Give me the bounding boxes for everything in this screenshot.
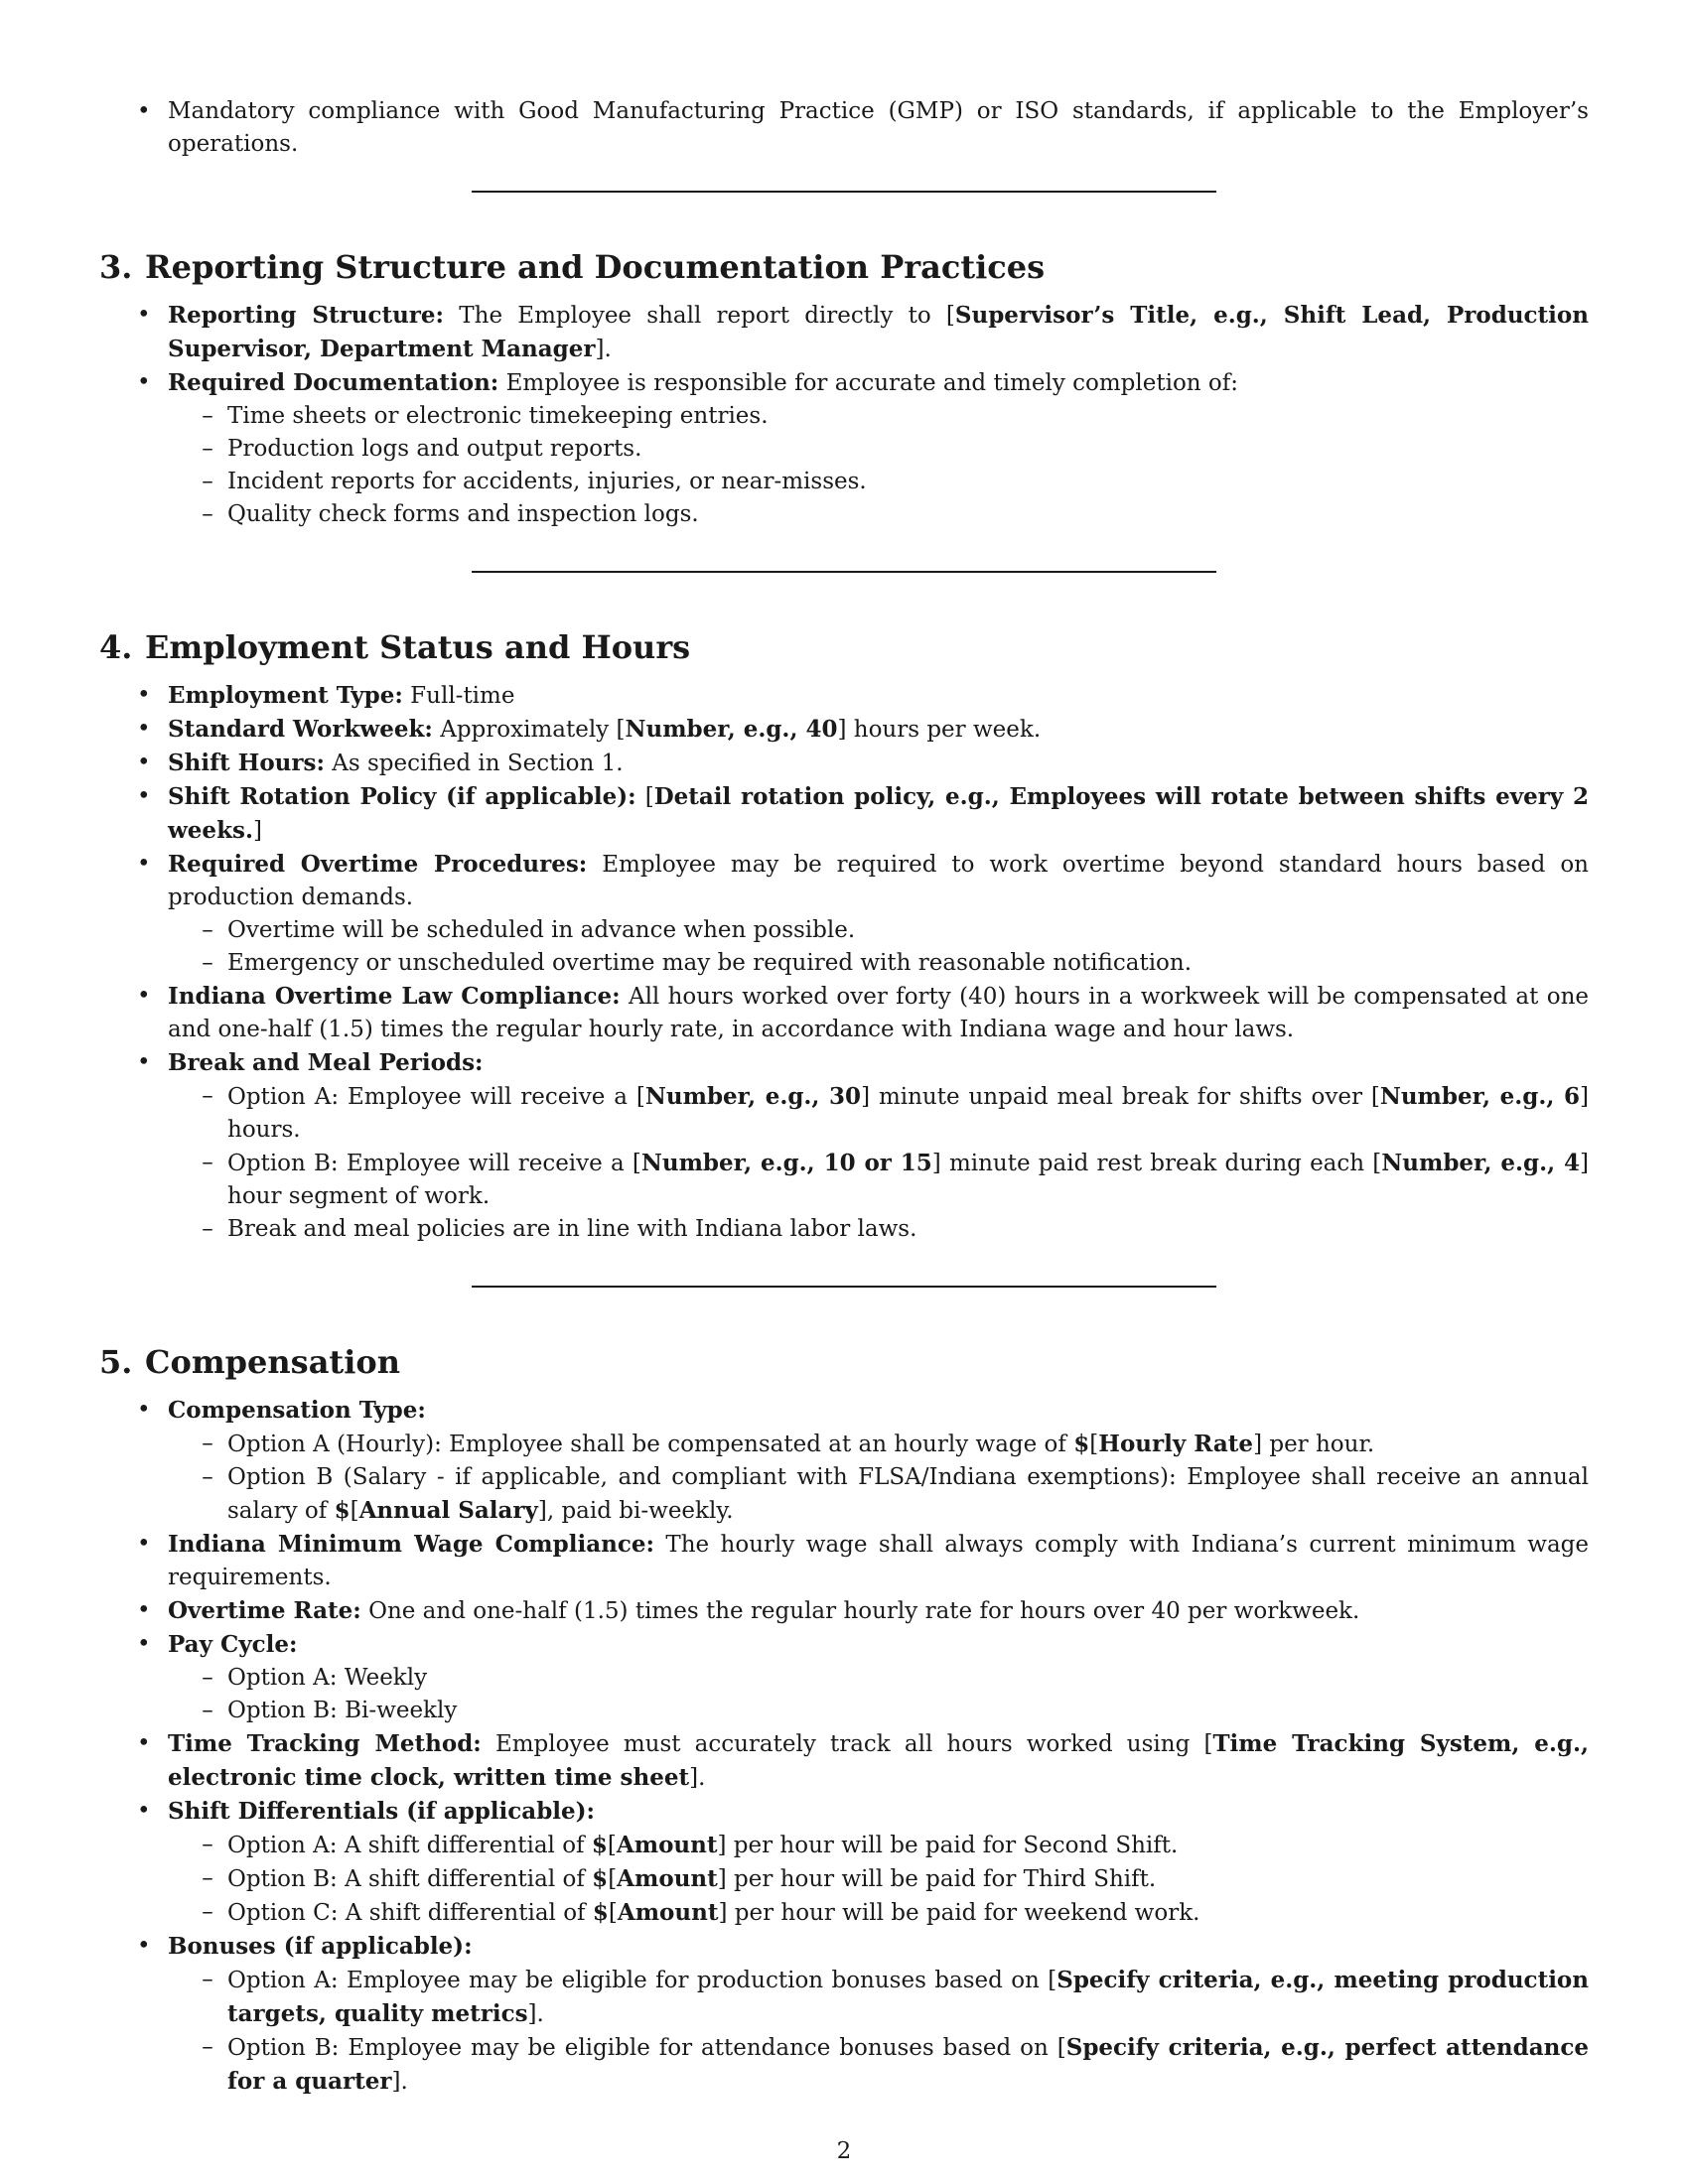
dash-icon: – — [202, 1083, 213, 1109]
bullet-icon: • — [137, 851, 151, 877]
bullet-icon: • — [137, 369, 151, 395]
sublist-item: – Option C: A shift differential of $[Amount] per hour will be paid for weekend work. — [168, 1896, 1589, 1930]
compensation-type-sublist — [168, 1428, 1589, 1528]
sublist-item: – Emergency or unscheduled overtime may be required with reasonable notification. — [168, 947, 1589, 980]
sublist-item: – Option B: A shift differential of $[Amount] per hour will be paid for Third Shift. — [168, 1862, 1589, 1896]
bullet-icon: • — [137, 1631, 151, 1657]
gmp-list — [99, 95, 1589, 161]
list-item: • Time Tracking Method: Employee must accurately track all hours worked using [Time Tracking System, e.g., electronic time clock, written time sheet]. — [99, 1727, 1589, 1795]
bullet-icon: • — [137, 1397, 151, 1423]
dash-icon: – — [202, 501, 213, 527]
list-item: • Break and Meal Periods: – Option A: Employee will receive a [Number, e.g., 30] minute unpaid meal break for shifts over [Number, e.g., 6] hours. – Option B: Employee will receive a [Number, e.g., 10 or 15] minute paid rest break during each [Number, e.g., 4] hour segment of work. – Break and meal policies are in line with Indiana labor laws. — [99, 1046, 1589, 1246]
list-item: • Reporting Structure: The Employee shall report directly to [Supervisor’s Title, e.g., Shift Lead, Production Supervisor, Department Manager]. — [99, 299, 1589, 366]
bullet-icon: • — [137, 1933, 151, 1959]
sublist-item: – Production logs and output reports. — [168, 433, 1589, 466]
overtime-sublist — [168, 914, 1589, 980]
sublist-item: – Option A: Weekly — [168, 1662, 1589, 1695]
dash-icon: – — [202, 1899, 213, 1925]
dash-icon: – — [202, 2034, 213, 2060]
sublist-item: – Option A: A shift differential of $[Amount] per hour will be paid for Second Shift. — [168, 1829, 1589, 1862]
section-divider — [472, 571, 1216, 573]
documentation-sublist — [168, 400, 1589, 531]
dash-icon: – — [202, 1832, 213, 1857]
bullet-icon: • — [137, 716, 151, 742]
pay-cycle-sublist — [168, 1662, 1589, 1727]
sublist-item: – Quality check forms and inspection logs. — [168, 498, 1589, 531]
sublist-item: – Option B: Employee will receive a [Number, e.g., 10 or 15] minute paid rest break during each [Number, e.g., 4] hour segment of work. — [168, 1147, 1589, 1213]
dash-icon: – — [202, 436, 213, 462]
bullet-icon: • — [137, 1597, 151, 1623]
section-heading-3: 3. Reporting Structure and Documentation Practices — [99, 248, 1046, 286]
bullet-icon: • — [137, 1730, 151, 1756]
bullet-icon: • — [137, 98, 151, 124]
dash-icon: – — [202, 1431, 213, 1456]
list-item: • Mandatory compliance with Good Manufacturing Practice (GMP) or ISO standards, if applicable to the Employer’s operations. — [99, 95, 1589, 161]
sublist-item: – Break and meal policies are in line with Indiana labor laws. — [168, 1213, 1589, 1246]
list-item: • Required Overtime Procedures: Employee may be required to work overtime beyond standard hours based on production demands. – Overtime will be scheduled in advance when possible. – Emergency or unscheduled overtime may be required with reasonable notification. — [99, 848, 1589, 980]
bonuses-sublist — [168, 1964, 1589, 2099]
dash-icon: – — [202, 1216, 213, 1242]
sublist-item: – Time sheets or electronic timekeeping entries. — [168, 400, 1589, 433]
section-heading-4: 4. Employment Status and Hours — [99, 628, 691, 666]
section-3-list — [99, 299, 1589, 531]
bullet-icon: • — [137, 302, 151, 328]
dash-icon: – — [202, 1665, 213, 1691]
dash-icon: – — [202, 1698, 213, 1723]
list-item: • Shift Differentials (if applicable): – Option A: A shift differential of $[Amount] per hour will be paid for Second Shift. – Option B: A shift differential of $[Amount] per hour will be paid for Third Shift. – Option C: A shift differential of $[Amount] per hour will be paid for weekend work. — [99, 1795, 1589, 1930]
section-heading-5: 5. Compensation — [99, 1343, 400, 1381]
dash-icon: – — [202, 469, 213, 494]
sublist-item: – Incident reports for accidents, injuries, or near-misses. — [168, 466, 1589, 498]
list-item: • Employment Type: Full-time — [99, 679, 1589, 713]
list-item: • Compensation Type: – Option A (Hourly): Employee shall be compensated at an hourly wage of $[Hourly Rate] per hour. – Option B (Salary - if applicable, and compliant with FLSA/Indiana exemptions): Employee shall receive an annual salary of $[Annual Salary], paid bi-weekly. — [99, 1394, 1589, 1528]
dash-icon: – — [202, 950, 213, 976]
sublist-item: – Overtime will be scheduled in advance when possible. — [168, 914, 1589, 947]
list-item: • Standard Workweek: Approximately [Number, e.g., 40] hours per week. — [99, 713, 1589, 747]
bullet-icon: • — [137, 682, 151, 708]
break-sublist — [168, 1080, 1589, 1246]
document-page — [99, 95, 1589, 2099]
section-4-list — [99, 679, 1589, 1246]
section-5-list — [99, 1394, 1589, 2099]
list-item: • Shift Rotation Policy (if applicable): [Detail rotation policy, e.g., Employees will rotate between shifts every 2 weeks.] — [99, 780, 1589, 848]
sublist-item: – Option A (Hourly): Employee shall be compensated at an hourly wage of $[Hourly Rate] per hour. — [168, 1428, 1589, 1461]
list-item: • Pay Cycle: – Option A: Weekly – Option B: Bi-weekly — [99, 1628, 1589, 1727]
list-item: • Required Documentation: Employee is responsible for accurate and timely completion of: – Time sheets or electronic timekeeping entries. – Production logs and output reports. – Incident reports for accidents, injuries, or near-misses. – Quality check forms and inspection logs. — [99, 366, 1589, 531]
list-item: • Shift Hours: As specified in Section 1. — [99, 747, 1589, 780]
bullet-icon: • — [137, 1049, 151, 1075]
bullet-icon: • — [137, 1798, 151, 1824]
sublist-item: – Option A: Employee will receive a [Number, e.g., 30] minute unpaid meal break for shifts over [Number, e.g., 6] hours. — [168, 1080, 1589, 1147]
bullet-icon: • — [137, 783, 151, 809]
dash-icon: – — [202, 1865, 213, 1891]
sublist-item: – Option B (Salary - if applicable, and compliant with FLSA/Indiana exemptions): Employee shall receive an annual salary of $[Annual Salary], paid bi-weekly. — [168, 1461, 1589, 1528]
list-item: • Bonuses (if applicable): – Option A: Employee may be eligible for production bonuses based on [Specify criteria, e.g., meeting production targets, quality metrics]. – Option B: Employee may be eligible for attendance bonuses based on [Specify criteria, e.g., perfect attendance for a quarter]. — [99, 1930, 1589, 2099]
dash-icon: – — [202, 1967, 213, 1992]
dash-icon: – — [202, 403, 213, 429]
section-divider — [472, 1286, 1216, 1288]
list-item: • Overtime Rate: One and one-half (1.5) times the regular hourly rate for hours over 40 per workweek. — [99, 1594, 1589, 1628]
page-number: 2 — [836, 2138, 852, 2164]
dash-icon: – — [202, 917, 213, 943]
section-divider — [472, 191, 1216, 193]
shift-differential-sublist — [168, 1829, 1589, 1930]
bullet-icon: • — [137, 750, 151, 775]
dash-icon: – — [202, 1464, 213, 1490]
list-item: • Indiana Overtime Law Compliance: All hours worked over forty (40) hours in a workweek will be compensated at one and one-half (1.5) times the regular hourly rate, in accordance with Indiana wage and hour laws. — [99, 980, 1589, 1046]
list-item: • Indiana Minimum Wage Compliance: The hourly wage shall always comply with Indiana’s current minimum wage requirements. — [99, 1528, 1589, 1594]
sublist-item: – Option B: Bi-weekly — [168, 1695, 1589, 1727]
bullet-icon: • — [137, 983, 151, 1009]
sublist-item: – Option B: Employee may be eligible for attendance bonuses based on [Specify criteria, e.g., perfect attendance for a quarter]. — [168, 2031, 1589, 2099]
dash-icon: – — [202, 1150, 213, 1175]
sublist-item: – Option A: Employee may be eligible for production bonuses based on [Specify criteria, e.g., meeting production targets, quality metrics]. — [168, 1964, 1589, 2031]
bullet-icon: • — [137, 1531, 151, 1557]
